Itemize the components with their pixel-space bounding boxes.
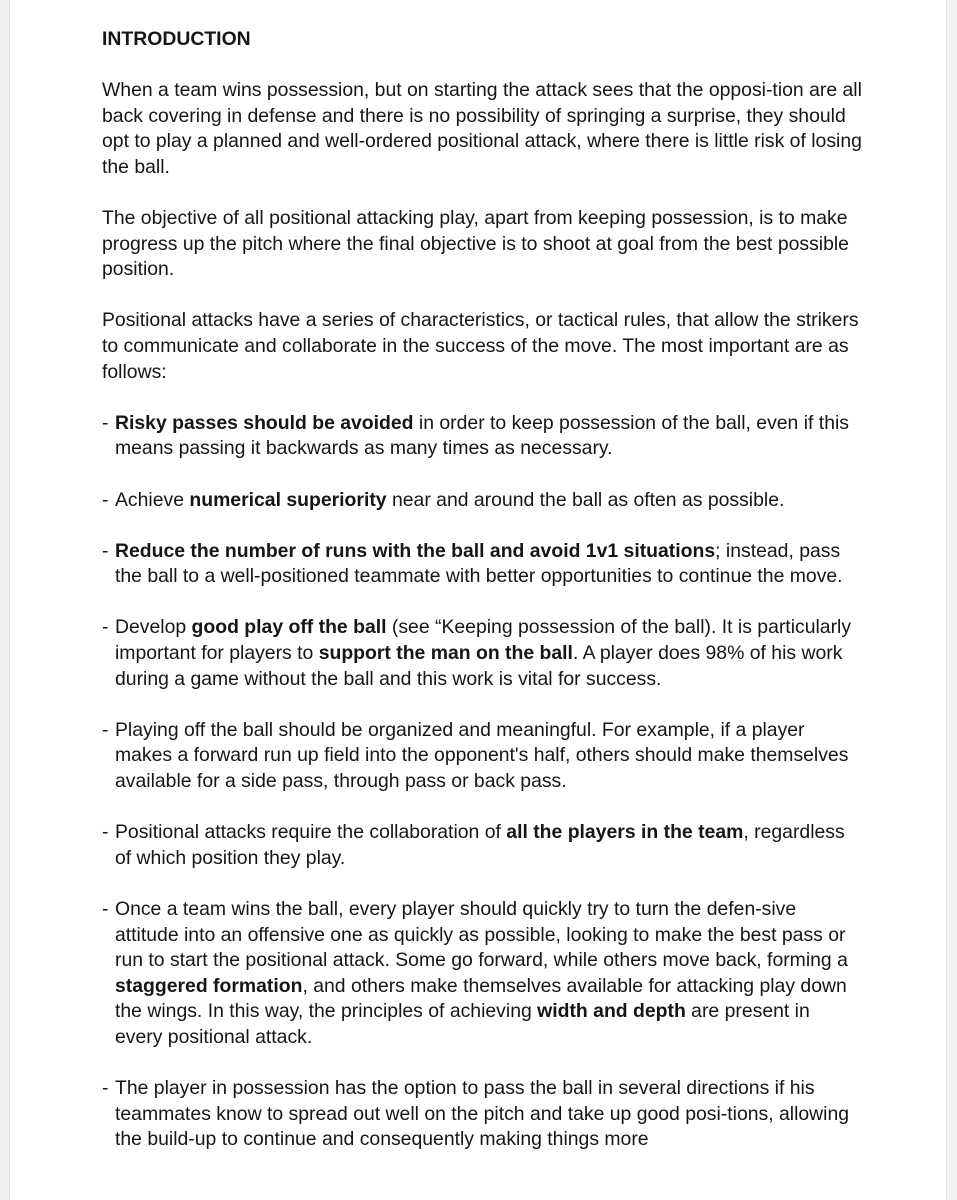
document-body <box>102 26 862 1179</box>
page-right-edge <box>946 0 957 1200</box>
tactical-rules-list <box>102 411 862 1153</box>
bullet-text: , and others make themselves available for attacking play down the wings. In this way, the principles of achieving <box>115 974 847 1023</box>
section-heading: INTRODUCTION <box>102 28 251 50</box>
bullet-text: , regardless of which position they play. <box>115 821 845 869</box>
bullet-emphasis: all the players in the team <box>506 821 744 844</box>
bullet-text: The player in possession has the option to pass the ball in several directions if his teammates know to spread out well on the pitch and take up good posi-tions, allowing the build-up to continue and consequently making things more <box>115 1077 850 1151</box>
bullet-emphasis: staggered formation <box>115 974 303 997</box>
bullet-dash: - <box>102 616 109 639</box>
bullet-text: in order to keep possession of the ball, even if this means passing it backwards as many times as necessary. <box>115 411 849 460</box>
intro-paragraph-2: The objective of all positional attacking play, apart from keeping possession, is to make progress up the pitch where the final objective is to shoot at goal from the best possible position. <box>102 206 849 281</box>
bullet-emphasis: numerical superiority <box>189 488 387 511</box>
bullet-text: Achieve <box>115 488 190 511</box>
list-item <box>102 820 862 871</box>
bullet-text: Develop <box>115 616 192 639</box>
list-item <box>102 615 862 692</box>
bullet-emphasis: support the man on the ball <box>318 642 573 665</box>
list-item <box>102 718 862 795</box>
bullet-emphasis: width and depth <box>537 1000 686 1023</box>
bullet-dash: - <box>102 898 109 920</box>
bullet-dash: - <box>102 821 109 844</box>
bullet-text: near and around the ball as often as possible. <box>386 488 785 511</box>
bullet-text: Once a team wins the ball, every player should quickly try to turn the defen-sive attitude into an offensive one as quickly as possible, looking to make the best pass or run to start the positional attack. Some go forward, while others move back, forming a <box>115 898 848 972</box>
intro-paragraph-1: When a team wins possession, but on starting the attack sees that the opposi-tion are all back covering in defense and there is no possibility of springing a surprise, they should opt to play a planned and well-ordered positional attack, where there is little risk of losing the ball. <box>102 79 862 178</box>
list-item <box>102 539 862 590</box>
bullet-text: ; instead, pass the ball to a well-positioned teammate with better opportunities to continue the move. <box>115 539 843 588</box>
bullet-dash: - <box>102 488 109 511</box>
bullet-emphasis: Reduce the number of runs with the ball and avoid 1v1 situations <box>115 539 716 562</box>
bullet-dash: - <box>102 411 109 434</box>
list-item <box>102 1076 862 1153</box>
bullet-text: are present in every positional attack. <box>115 1000 810 1048</box>
page-left-edge <box>0 0 10 1200</box>
list-item <box>102 897 862 1051</box>
bullet-text: . A player does 98% of his work during a game without the ball and this work is vital for success. <box>115 642 843 690</box>
bullet-emphasis: good play off the ball <box>191 616 387 639</box>
intro-paragraph-3: Positional attacks have a series of characteristics, or tactical rules, that allow the strikers to communicate and collaborate in the success of the move. The most important are as follows: <box>102 309 859 383</box>
bullet-text: Positional attacks require the collaboration of <box>115 821 507 844</box>
bullet-emphasis: Risky passes should be avoided <box>115 411 414 434</box>
bullet-text: Playing off the ball should be organized and meaningful. For example, if a player makes a forward run up field into the opponent's half, others should make themselves available for a side pass, through pass or back pass. <box>115 718 849 793</box>
list-item <box>102 488 862 514</box>
bullet-dash: - <box>102 1077 109 1100</box>
bullet-dash: - <box>102 718 109 741</box>
bullet-dash: - <box>102 539 109 562</box>
list-item <box>102 411 862 462</box>
bullet-text: (see “Keeping possession of the ball). It is particularly important for players to <box>115 616 852 665</box>
